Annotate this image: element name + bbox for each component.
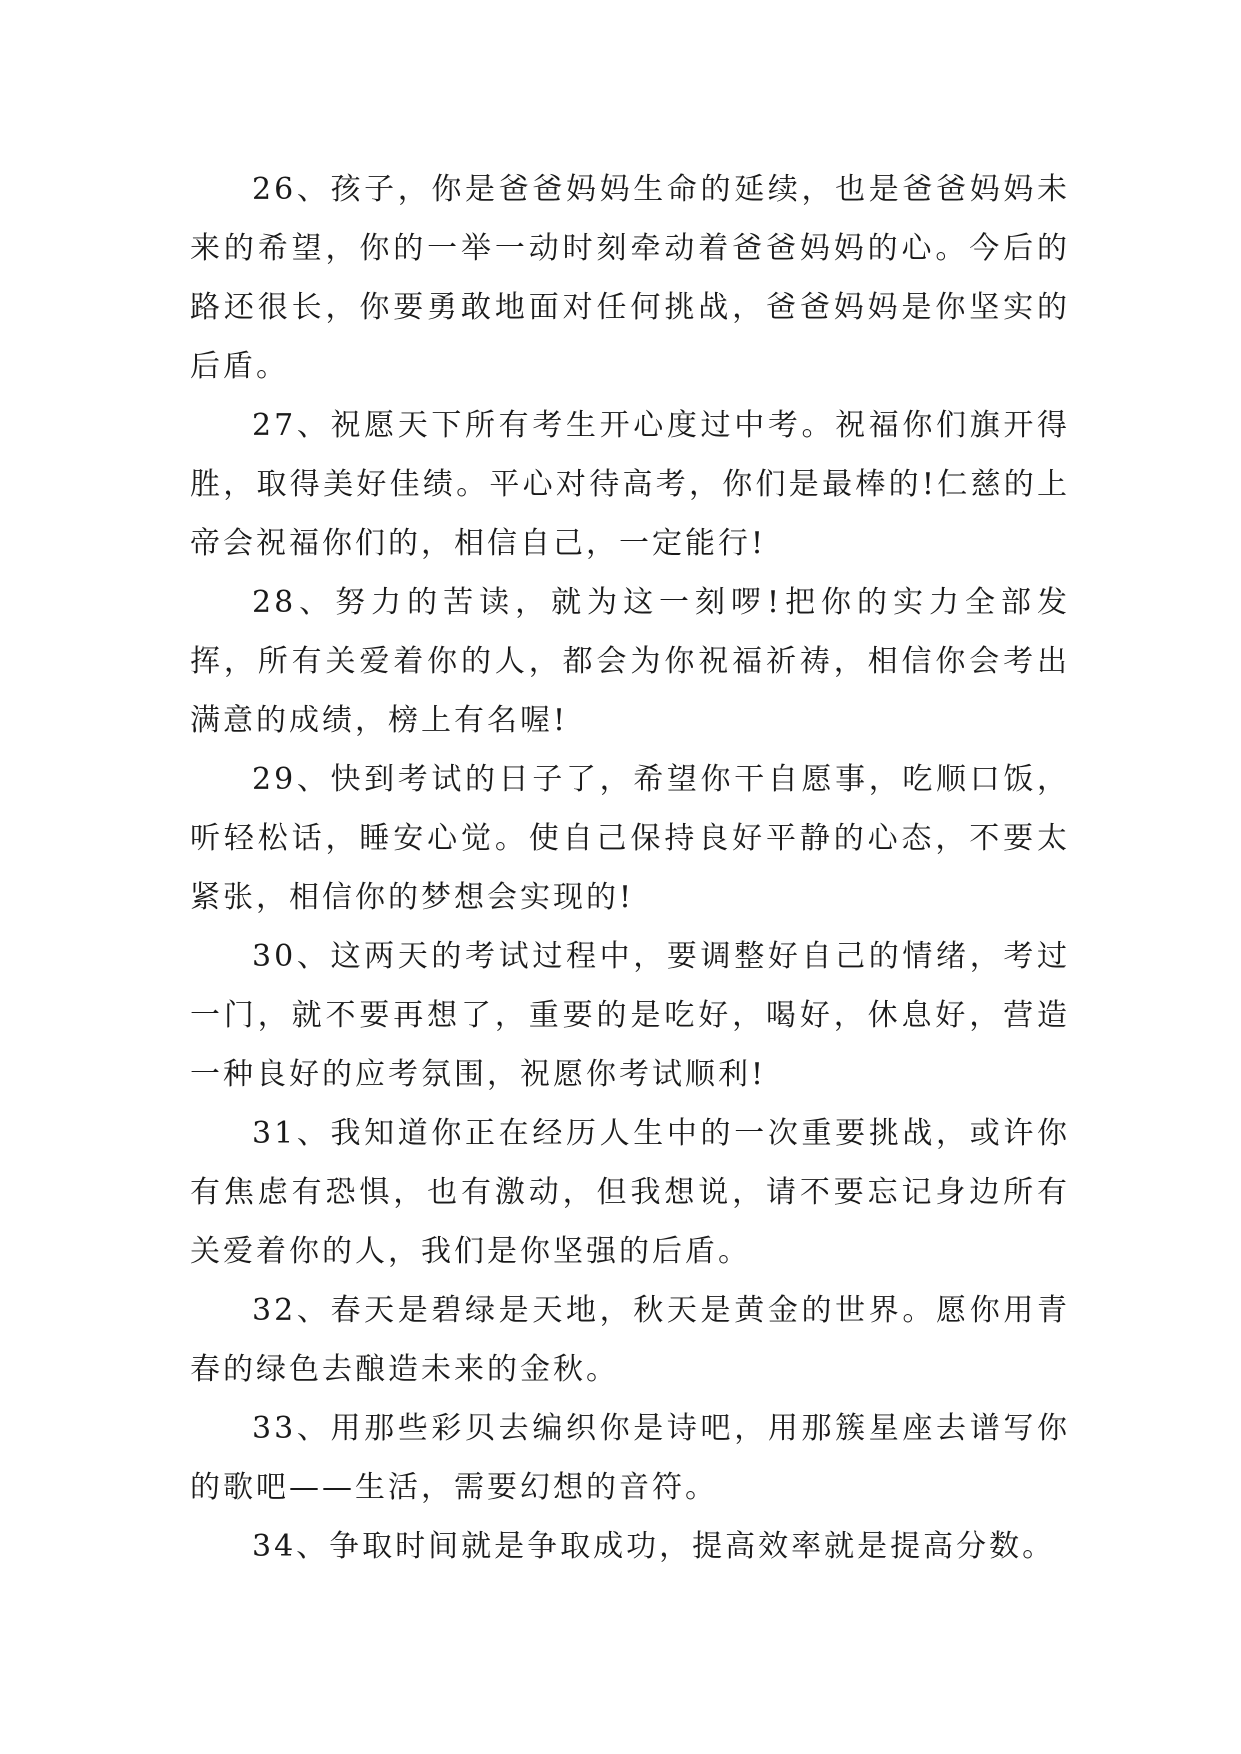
paragraph-30: 30、这两天的考试过程中，要调整好自己的情绪，考过一门，就不要再想了，重要的是吃好，喝好，休息好，营造一种良好的应考氛围，祝愿你考试顺利! <box>190 939 1070 1092</box>
paragraph-33: 33、用那些彩贝去编织你是诗吧，用那簇星座去谱写你的歌吧——生活，需要幻想的音符。 <box>190 1411 1070 1505</box>
paragraph-31: 31、我知道你正在经历人生中的一次重要挑战，或许你有焦虑有恐惧，也有激动，但我想说，请不要忘记身边所有关爱着你的人，我们是你坚强的后盾。 <box>190 1116 1070 1269</box>
document-body <box>190 160 1070 1576</box>
paragraph-27: 27、祝愿天下所有考生开心度过中考。祝福你们旗开得胜，取得美好佳绩。平心对待高考，你们是最棒的!仁慈的上帝会祝福你们的，相信自己，一定能行! <box>190 408 1070 561</box>
paragraph-34: 34、争取时间就是争取成功，提高效率就是提高分数。 <box>252 1529 1056 1564</box>
paragraph-28: 28、努力的苦读，就为这一刻啰!把你的实力全部发挥，所有关爱着你的人，都会为你祝福祈祷，相信你会考出满意的成绩，榜上有名喔! <box>190 585 1070 738</box>
paragraph-32: 32、春天是碧绿是天地，秋天是黄金的世界。愿你用青春的绿色去酿造未来的金秋。 <box>190 1293 1070 1387</box>
paragraph-26: 26、孩子，你是爸爸妈妈生命的延续，也是爸爸妈妈未来的希望，你的一举一动时刻牵动着爸爸妈妈的心。今后的路还很长，你要勇敢地面对任何挑战，爸爸妈妈是你坚实的后盾。 <box>190 172 1070 384</box>
paragraph-29: 29、快到考试的日子了，希望你干自愿事，吃顺口饭，听轻松话，睡安心觉。使自己保持良好平静的心态，不要太紧张，相信你的梦想会实现的! <box>190 762 1070 915</box>
